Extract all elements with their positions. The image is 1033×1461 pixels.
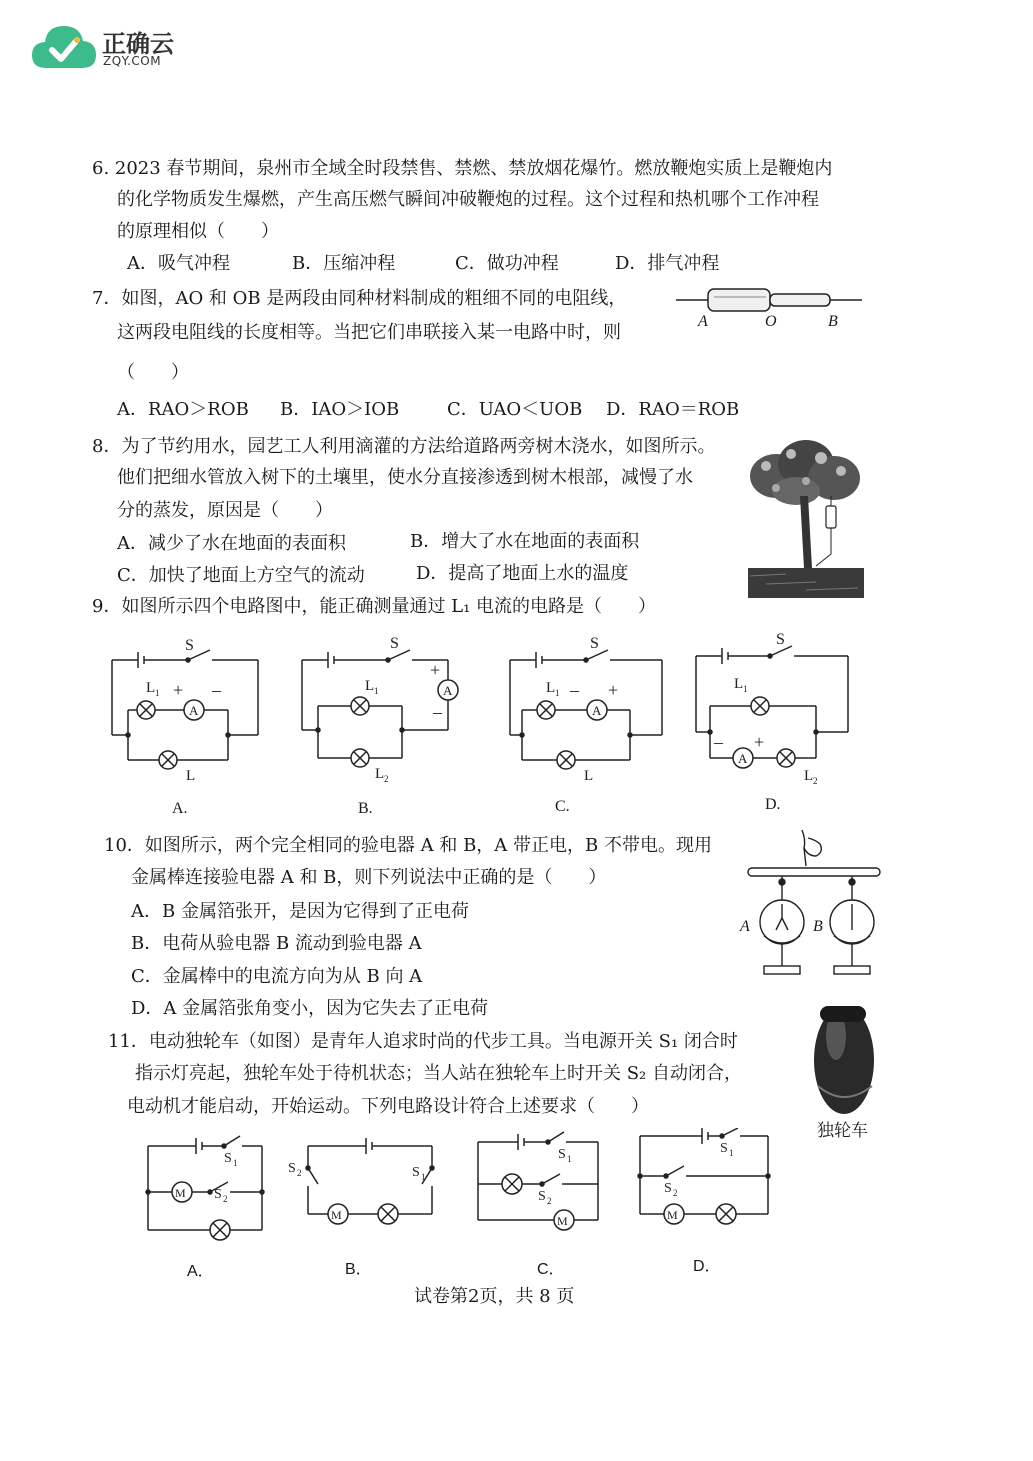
logo-name: 正确云: [102, 30, 174, 58]
q11-circuit-d: [638, 1128, 770, 1224]
q7-line-1: 7．如图，AO 和 OB 是两段由同种材料制成的粗细不同的电阻线，: [92, 288, 627, 309]
drip-irrigation-tree-figure: [746, 436, 866, 600]
svg-text:M: M: [331, 1208, 342, 1222]
svg-text:S: S: [664, 1181, 672, 1196]
q6-option-a: A．吸气冲程: [127, 253, 230, 274]
cloud-check-icon: [30, 22, 98, 72]
q10-line-1: 10．如图所示，两个完全相同的验电器 A 和 B，A 带正电，B 不带电。现用: [104, 835, 712, 856]
svg-text:L: L: [146, 680, 156, 696]
q7-label-a: A: [698, 313, 708, 330]
q11-line-2: 指示灯亮起，独轮车处于待机状态；当人站在独轮车上时开关 S₂ 自动闭合，: [135, 1063, 742, 1084]
svg-text:L: L: [375, 766, 385, 782]
svg-text:L: L: [186, 768, 196, 784]
q8-option-a: A．减少了水在地面的表面积: [117, 533, 346, 554]
q8-line-2: 他们把细水管放入树下的土壤里，使水分直接渗透到树木根部，减慢了水: [117, 467, 693, 488]
svg-text:S: S: [224, 1151, 232, 1166]
q8-line-3: 分的蒸发，原因是（ ）: [117, 500, 333, 521]
svg-text:L: L: [804, 768, 814, 784]
svg-text:S: S: [720, 1141, 728, 1156]
electroscope-figure: [746, 826, 882, 988]
q9-circuit-b: [302, 635, 458, 784]
q11-circuit-a: [146, 1136, 264, 1240]
svg-text:2: 2: [384, 774, 389, 784]
svg-text:L: L: [546, 680, 556, 696]
q6-option-d: D．排气冲程: [615, 253, 720, 274]
svg-text:A: A: [189, 703, 199, 718]
q9-caption-a: A.: [172, 800, 188, 817]
svg-text:+: +: [754, 732, 765, 752]
svg-text:1: 1: [374, 686, 379, 696]
svg-text:1: 1: [155, 688, 160, 698]
q11-circuit-c: [478, 1132, 598, 1230]
svg-text:1: 1: [729, 1148, 734, 1158]
svg-text:2: 2: [223, 1194, 228, 1204]
q11-line-1: 11．电动独轮车（如图）是青年人追求时尚的代步工具。当电源开关 S₁ 闭合时: [108, 1031, 738, 1052]
q10-option-c: C．金属棒中的电流方向为从 B 向 A: [131, 966, 423, 987]
svg-text:1: 1: [743, 684, 748, 694]
q8-option-c: C．加快了地面上方空气的流动: [117, 565, 365, 586]
q11-circuit-b: [288, 1138, 434, 1224]
q9-circuit-a: [112, 637, 258, 784]
q6-option-c: C．做功冲程: [455, 253, 559, 274]
q7-option-b: B．IAO＞IOB: [280, 399, 400, 420]
q8-option-d: D．提高了地面上水的温度: [416, 563, 629, 584]
q10-option-d: D．A 金属箔张角变小，因为它失去了正电荷: [131, 998, 489, 1019]
svg-text:–: –: [433, 702, 442, 722]
svg-text:+: +: [608, 680, 619, 700]
q9-line: 9．如图所示四个电路图中，能正确测量通过 L₁ 电流的电路是（ ）: [92, 596, 657, 617]
q6-line-1: 6. 2023 春节期间，泉州市全域全时段禁售、禁燃、禁放烟花爆竹。燃放鞭炮实质上是鞭炮内: [92, 158, 833, 179]
q9-caption-b: B.: [358, 800, 373, 817]
svg-text:1: 1: [233, 1158, 238, 1168]
q7-label-b: B: [828, 313, 838, 330]
svg-text:M: M: [667, 1208, 678, 1222]
svg-text:S: S: [558, 1147, 566, 1162]
q7-line-2: 这两段电阻线的长度相等。当把它们串联接入某一电路中时，则: [117, 322, 621, 343]
q10-label-b: B: [813, 918, 823, 935]
q6-line-3: 的原理相似（ ）: [117, 221, 279, 242]
svg-text:2: 2: [673, 1188, 678, 1198]
svg-text:S: S: [776, 631, 785, 648]
svg-text:L: L: [734, 676, 744, 692]
q11-caption-b: B．: [345, 1261, 372, 1278]
svg-text:–: –: [212, 680, 221, 700]
q10-label-a: A: [740, 918, 750, 935]
q10-option-b: B．电荷从验电器 B 流动到验电器 A: [131, 933, 422, 954]
svg-text:2: 2: [813, 776, 818, 786]
svg-text:L: L: [365, 678, 375, 694]
q6-line-2: 的化学物质发生爆燃，产生高压燃气瞬间冲破鞭炮的过程。这个过程和热机哪个工作冲程: [117, 189, 819, 210]
q10-option-a: A．B 金属箔张开，是因为它得到了正电荷: [131, 901, 469, 922]
q8-option-b: B．增大了水在地面的表面积: [410, 531, 640, 552]
svg-text:1: 1: [421, 1172, 426, 1182]
q9-circuit-c: [510, 635, 662, 784]
q11-caption-a: A．: [187, 1263, 214, 1280]
page-footer: 试卷第2页，共 8 页: [414, 1286, 575, 1307]
svg-text:S: S: [590, 635, 599, 652]
svg-text:S: S: [412, 1165, 420, 1180]
svg-text:S: S: [185, 637, 194, 654]
svg-text:1: 1: [567, 1154, 572, 1164]
q9-circuits-figure: [100, 630, 860, 790]
q11-line-3: 电动机才能启动，开始运动。下列电路设计符合上述要求（ ）: [127, 1096, 649, 1117]
q10-line-2: 金属棒连接验电器 A 和 B，则下列说法中正确的是（ ）: [131, 867, 607, 888]
svg-text:S: S: [214, 1187, 222, 1202]
svg-text:A: A: [592, 703, 602, 718]
svg-text:–: –: [570, 680, 579, 700]
svg-text:S: S: [288, 1161, 296, 1176]
svg-text:M: M: [557, 1214, 568, 1228]
q9-caption-c: C.: [555, 798, 570, 815]
svg-text:1: 1: [555, 688, 560, 698]
q9-circuit-d: [696, 631, 848, 786]
q6-option-b: B．压缩冲程: [292, 253, 396, 274]
svg-text:–: –: [714, 732, 723, 752]
svg-text:L: L: [584, 768, 594, 784]
q7-option-a: A．RAO＞ROB: [117, 399, 249, 420]
q11-caption-d: D．: [693, 1258, 721, 1275]
q11-circuits-figure: [140, 1128, 780, 1250]
q8-line-1: 8．为了节约用水，园艺工人利用滴灌的方法给道路两旁树木浇水，如图所示。: [92, 436, 716, 457]
q7-option-c: C．UAO＜UOB: [447, 399, 583, 420]
q11-caption-c: C．: [537, 1261, 565, 1278]
svg-text:M: M: [175, 1186, 186, 1200]
q7-line-3: （ ）: [117, 362, 189, 383]
unicycle-figure: [806, 996, 884, 1120]
svg-text:A: A: [738, 751, 748, 766]
logo-domain: ZQY.COM: [103, 54, 162, 68]
q7-label-o: O: [765, 313, 777, 330]
svg-text:2: 2: [297, 1168, 302, 1178]
svg-text:2: 2: [547, 1196, 552, 1206]
q11-figure-caption: 独轮车: [817, 1121, 868, 1141]
logo: [30, 22, 180, 74]
svg-text:+: +: [430, 660, 441, 680]
q9-caption-d: D.: [765, 796, 781, 813]
svg-text:+: +: [173, 680, 184, 700]
svg-text:S: S: [390, 635, 399, 652]
svg-text:S: S: [538, 1189, 546, 1204]
svg-text:A: A: [443, 683, 453, 698]
q7-option-d: D．RAO＝ROB: [606, 399, 740, 420]
